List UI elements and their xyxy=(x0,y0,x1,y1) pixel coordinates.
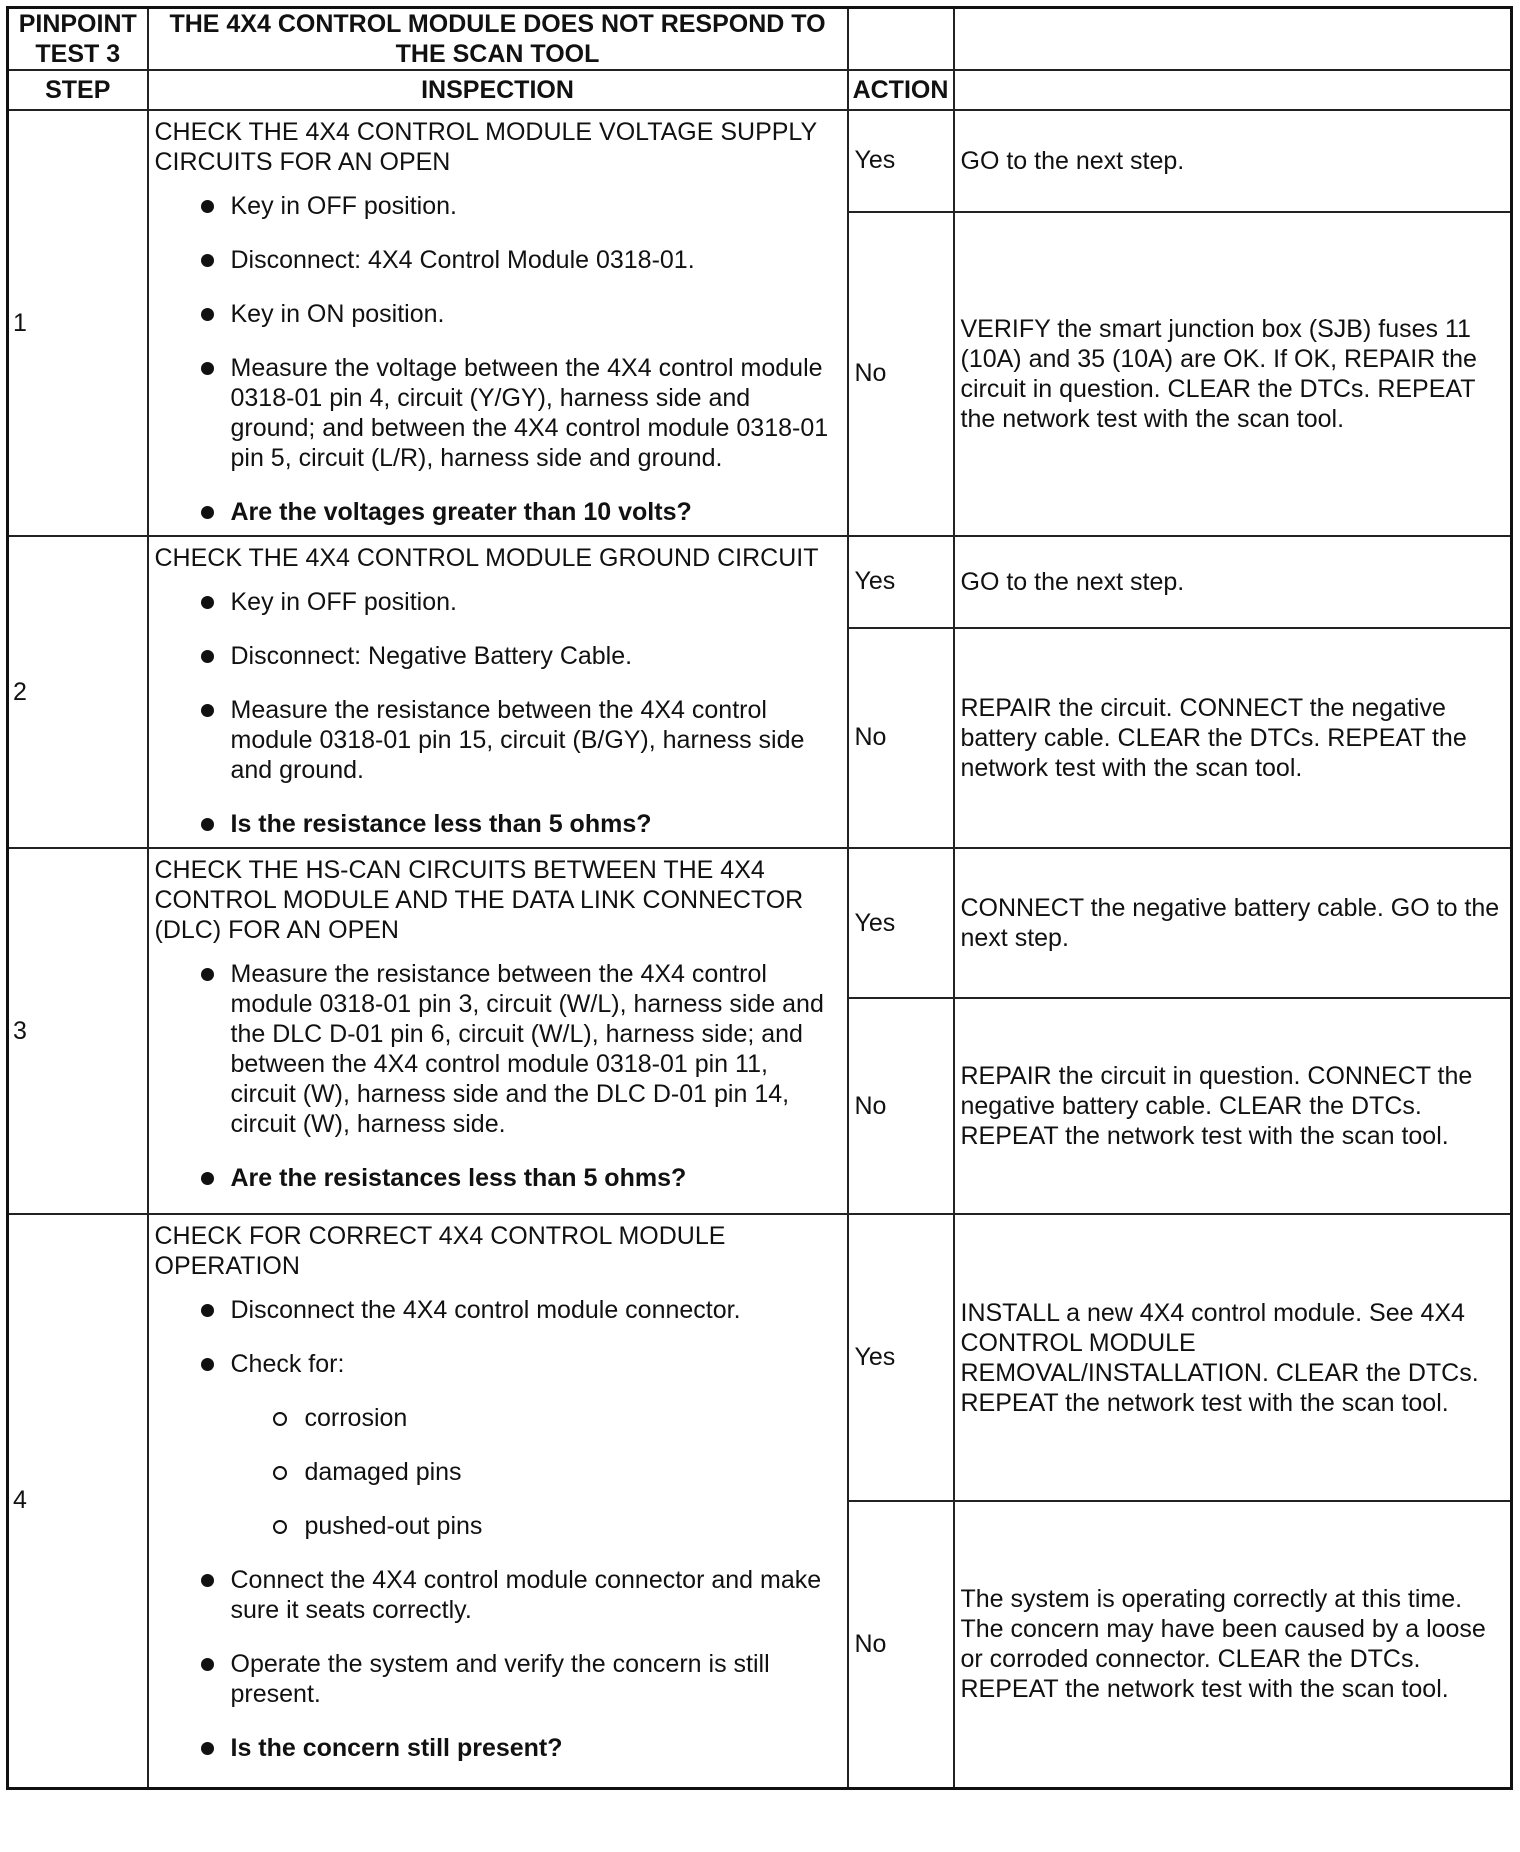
test-title: THE 4X4 CONTROL MODULE DOES NOT RESPOND TO THE SCAN TOOL xyxy=(148,8,848,71)
result-no: REPAIR the circuit. CONNECT the negative battery cable. CLEAR the DTCs. REPEAT the network test with the scan tool. xyxy=(954,628,1512,848)
action-no: No xyxy=(848,212,954,536)
bullet-item: Disconnect: Negative Battery Cable. xyxy=(155,641,839,671)
result-yes: CONNECT the negative battery cable. GO to the next step. xyxy=(954,848,1512,998)
step-2-inspection xyxy=(148,536,848,848)
step-2-row-yes xyxy=(8,536,1512,628)
result-no: The system is operating correctly at this time. The concern may have been caused by a loose or corroded connector. CLEAR the DTCs. REPEAT the network test with the scan tool. xyxy=(954,1501,1512,1788)
step-number: 1 xyxy=(8,110,148,536)
step-1-inspection xyxy=(148,110,848,536)
step-3-inspection xyxy=(148,848,848,1214)
column-header-row xyxy=(8,70,1512,110)
bullet-item: Measure the resistance between the 4X4 control module 0318-01 pin 3, circuit (W/L), harness side and the DLC D-01 pin 6, circuit (W/L), harness side; and between the 4X4 control module 0318-01 pin 11, circuit (W), harness side and the DLC D-01 pin 14, circuit (W), harness side. xyxy=(155,959,839,1139)
pinpoint-test-table xyxy=(6,6,1513,1790)
bullet-icon xyxy=(201,308,214,321)
bullet-icon xyxy=(201,1172,214,1185)
step-1-row-yes xyxy=(8,110,1512,212)
bullet-question: Are the voltages greater than 10 volts? xyxy=(155,497,839,527)
bullet-item: Connect the 4X4 control module connector and make sure it seats correctly. xyxy=(155,1565,839,1625)
action-yes: Yes xyxy=(848,536,954,628)
step-number: 2 xyxy=(8,536,148,848)
bullet-item: Measure the voltage between the 4X4 control module 0318-01 pin 4, circuit (Y/GY), harness side and ground; and between the 4X4 control module 0318-01 pin 5, circuit (L/R), harness side and ground. xyxy=(155,353,839,473)
column-header-blank xyxy=(954,70,1512,110)
sub-item: corrosion xyxy=(155,1403,839,1433)
bullet-icon xyxy=(201,818,214,831)
result-yes: GO to the next step. xyxy=(954,536,1512,628)
bullet-icon xyxy=(201,200,214,213)
bullet-icon xyxy=(201,704,214,717)
step-4-row-yes xyxy=(8,1214,1512,1501)
step-title: CHECK THE HS-CAN CIRCUITS BETWEEN THE 4X4 CONTROL MODULE AND THE DATA LINK CONNECTOR (DLC) FOR AN OPEN xyxy=(154,856,804,944)
bullet-icon xyxy=(201,1358,214,1371)
bullet-icon xyxy=(201,1304,214,1317)
bullet-item: Key in OFF position. xyxy=(155,191,839,221)
bullet-question: Is the resistance less than 5 ohms? xyxy=(155,809,839,839)
action-yes: Yes xyxy=(848,1214,954,1501)
sub-item: damaged pins xyxy=(155,1457,839,1487)
circle-bullet-icon xyxy=(273,1466,287,1480)
step-title: CHECK THE 4X4 CONTROL MODULE GROUND CIRCUIT xyxy=(154,544,819,572)
title-row xyxy=(8,8,1512,71)
result-no: REPAIR the circuit in question. CONNECT the negative battery cable. CLEAR the DTCs. REPEAT the network test with the scan tool. xyxy=(954,998,1512,1214)
step-title: CHECK FOR CORRECT 4X4 CONTROL MODULE OPERATION xyxy=(154,1222,726,1280)
step-4-inspection xyxy=(148,1214,848,1788)
bullet-icon xyxy=(201,362,214,375)
title-blank-result xyxy=(954,8,1512,71)
title-blank-action xyxy=(848,8,954,71)
step-number: 4 xyxy=(8,1214,148,1788)
bullet-icon xyxy=(201,1658,214,1671)
step-number: 3 xyxy=(8,848,148,1214)
bullet-question: Is the concern still present? xyxy=(155,1733,839,1763)
bullet-item: Check for: xyxy=(155,1349,839,1379)
pinpoint-label: PINPOINT TEST 3 xyxy=(8,8,148,71)
bullet-item: Measure the resistance between the 4X4 control module 0318-01 pin 15, circuit (B/GY), harness side and ground. xyxy=(155,695,839,785)
bullet-question: Are the resistances less than 5 ohms? xyxy=(155,1163,839,1193)
action-no: No xyxy=(848,628,954,848)
result-no: VERIFY the smart junction box (SJB) fuses 11 (10A) and 35 (10A) are OK. If OK, REPAIR the circuit in question. CLEAR the DTCs. REPEAT the network test with the scan tool. xyxy=(954,212,1512,536)
action-no: No xyxy=(848,1501,954,1788)
bullet-icon xyxy=(201,596,214,609)
bullet-icon xyxy=(201,254,214,267)
result-yes: GO to the next step. xyxy=(954,110,1512,212)
circle-bullet-icon xyxy=(273,1520,287,1534)
circle-bullet-icon xyxy=(273,1412,287,1426)
action-yes: Yes xyxy=(848,110,954,212)
column-header-action: ACTION xyxy=(848,70,954,110)
step-3-row-yes xyxy=(8,848,1512,998)
step-title: CHECK THE 4X4 CONTROL MODULE VOLTAGE SUPPLY CIRCUITS FOR AN OPEN xyxy=(154,118,817,176)
bullet-icon xyxy=(201,968,214,981)
column-header-step: STEP xyxy=(8,70,148,110)
action-no: No xyxy=(848,998,954,1214)
bullet-item: Operate the system and verify the concern is still present. xyxy=(155,1649,839,1709)
bullet-item: Disconnect the 4X4 control module connector. xyxy=(155,1295,839,1325)
bullet-icon xyxy=(201,1574,214,1587)
bullet-item: Key in OFF position. xyxy=(155,587,839,617)
bullet-item: Disconnect: 4X4 Control Module 0318-01. xyxy=(155,245,839,275)
action-yes: Yes xyxy=(848,848,954,998)
bullet-icon xyxy=(201,650,214,663)
column-header-inspection: INSPECTION xyxy=(148,70,848,110)
result-yes: INSTALL a new 4X4 control module. See 4X4 CONTROL MODULE REMOVAL/INSTALLATION. CLEAR the DTCs. REPEAT the network test with the scan tool. xyxy=(954,1214,1512,1501)
bullet-icon xyxy=(201,506,214,519)
bullet-icon xyxy=(201,1742,214,1755)
bullet-item: Key in ON position. xyxy=(155,299,839,329)
sub-item: pushed-out pins xyxy=(155,1511,839,1541)
